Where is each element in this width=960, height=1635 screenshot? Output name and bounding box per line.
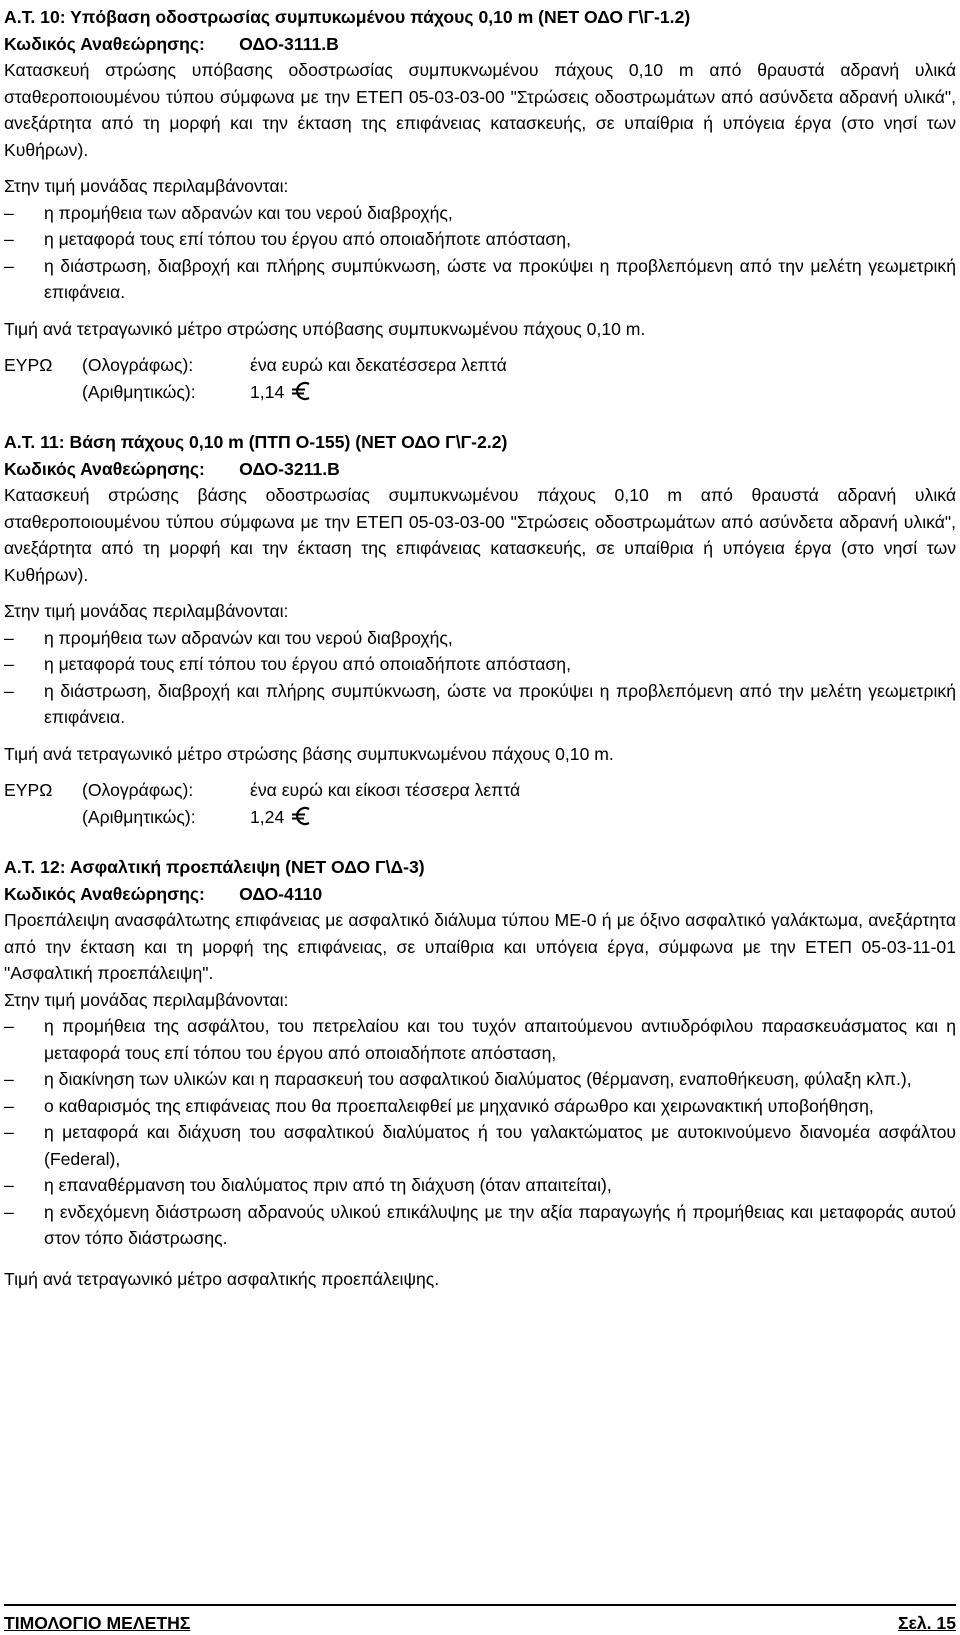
document-page (4, 4, 956, 1292)
revision-code-value: ΟΔΟ-4110 (239, 883, 323, 904)
dash-icon: – (4, 1201, 14, 1222)
revision-code-label: Κωδικός Αναθεώρησης: (4, 458, 205, 479)
includes-label: Στην τιμή μονάδας περιλαμβάνονται: (4, 601, 289, 621)
numeric-label: (Αριθμητικώς): (82, 381, 196, 402)
list-item: – η προμήθεια της ασφάλτου, του πετρελαίου και του τυχόν απαιτούμενου αντιυδρόφιλου παρασκευάσματος και η μεταφορά τους επί τόπου του έργου από οποιαδήποτε απόσταση, (4, 1013, 956, 1066)
section-description: Κατασκευή στρώσης βάσης οδοστρωσίας συμπυκνωμένου πάχους 0,10 m από θραυστά αδρανή υλικά σταθεροποιουμένου τύπου σύμφωνα με την ΕΤΕΠ 05-03-03-00 "Στρώσεις οδοστρωμάτων από ασύνδετα αδρανή υλικά", ανεξάρτητα από τη μορφή και την έκταση της επιφάνειας κατασκευής, σε υπαίθρια ή υπόγεια έργα (στο νησί των Κυθήρων). (4, 485, 956, 585)
words-label: (Ολογράφως): (82, 780, 194, 800)
list-item: – η μεταφορά τους επί τόπου του έργου από οποιαδήποτε απόσταση, (4, 226, 956, 253)
currency-label: ΕΥΡΩ (4, 780, 53, 800)
page-footer (4, 1604, 956, 1634)
words-label: (Ολογράφως): (82, 355, 194, 375)
unit-price-text: Τιμή ανά τετραγωνικό μέτρο ασφαλτικής προεπάλειψης. (4, 1268, 440, 1289)
euro-icon (292, 381, 312, 401)
dash-icon: – (4, 229, 14, 249)
dash-icon: – (4, 202, 14, 223)
includes-label: Στην τιμή μονάδας περιλαμβάνονται: (4, 176, 289, 196)
list-item: – η διάστρωση, διαβροχή και πλήρης συμπύκνωση, ώστε να προκύψει η προβλεπόμενη από την μελέτη γεωμετρική επιφάνεια. (4, 678, 956, 731)
unit-price-text: Τιμή ανά τετραγωνικό μέτρο στρώσης βάσης συμπυκνωμένου πάχους 0,10 m. (4, 743, 614, 764)
revision-code-value: ΟΔΟ-3111.Β (239, 33, 339, 54)
list-item: – η διακίνηση των υλικών και η παρασκευή του ασφαλτικού διαλύματος (θέρμανση, εναποθήκευση, φύλαξη κλπ.), (4, 1066, 956, 1093)
includes-list (4, 1013, 956, 1252)
dash-icon: – (4, 1016, 14, 1036)
revision-code-label: Κωδικός Αναθεώρησης: (4, 33, 205, 54)
price-block (4, 352, 956, 405)
numeric-value: 1,24 (250, 806, 285, 827)
revision-code-label: Κωδικός Αναθεώρησης: (4, 883, 205, 904)
revision-code (4, 31, 956, 58)
dash-icon: – (4, 1069, 14, 1089)
revision-code (4, 456, 956, 483)
revision-code-value: ΟΔΟ-3211.Β (239, 458, 340, 479)
dash-icon: – (4, 680, 14, 701)
dash-icon: – (4, 627, 14, 648)
numeric-label: (Αριθμητικώς): (82, 806, 196, 827)
euro-icon (292, 806, 312, 826)
dash-icon: – (4, 1095, 14, 1116)
footer-document-title: ΤΙΜΟΛΟΓΙΟ ΜΕΛΕΤΗΣ (4, 1613, 191, 1633)
list-item: – η μεταφορά και διάχυση του ασφαλτικού διαλύματος ή του γαλακτώματος με αυτοκινούμενο διανομέα ασφάλτου (Federal), (4, 1119, 956, 1172)
dash-icon: – (4, 1175, 14, 1195)
section-title: Α.Τ. 10: Υπόβαση οδοστρωσίας συμπυκωμένου πάχους 0,10 m (ΝΕΤ ΟΔΟ Γ\Γ-1.2) (4, 7, 691, 27)
dash-icon: – (4, 255, 14, 276)
section-title: Α.Τ. 12: Ασφαλτική προεπάλειψη (ΝΕΤ ΟΔΟ Γ\Δ-3) (4, 857, 425, 877)
dash-icon: – (4, 1122, 14, 1142)
list-item: – η ενδεχόμενη διάστρωση αδρανούς υλικού επικάλυψης με την αξία παραγωγής ή προμήθειας και μεταφοράς αυτού στον τόπο διάστρωσης. (4, 1199, 956, 1252)
currency-label: ΕΥΡΩ (4, 355, 53, 375)
words-value: ένα ευρώ και είκοσι τέσσερα λεπτά (250, 780, 521, 800)
list-item: – η προμήθεια των αδρανών και του νερού διαβροχής, (4, 200, 956, 227)
numeric-value: 1,14 (250, 381, 285, 402)
words-value: ένα ευρώ και δεκατέσσερα λεπτά (250, 355, 507, 375)
price-block (4, 777, 956, 830)
includes-label: Στην τιμή μονάδας περιλαμβάνονται: (4, 989, 289, 1010)
section-title: Α.Τ. 11: Βάση πάχους 0,10 m (ΠΤΠ Ο-155) (ΝΕΤ ΟΔΟ Γ\Γ-2.2) (4, 432, 508, 452)
section-at11 (4, 429, 956, 830)
list-item: – ο καθαρισμός της επιφάνειας που θα προεπαλειφθεί με μηχανικό σάρωθρο και χειρωνακτική υποβοήθηση, (4, 1093, 956, 1120)
revision-code (4, 881, 956, 908)
list-item: – η επαναθέρμανση του διαλύματος πριν από τη διάχυση (όταν απαιτείται), (4, 1172, 956, 1199)
list-item: – η μεταφορά τους επί τόπου του έργου από οποιαδήποτε απόσταση, (4, 651, 956, 678)
dash-icon: – (4, 654, 14, 674)
includes-list (4, 200, 956, 306)
unit-price-text: Τιμή ανά τετραγωνικό μέτρο στρώσης υπόβασης συμπυκνωμένου πάχους 0,10 m. (4, 318, 646, 339)
list-item: – η προμήθεια των αδρανών και του νερού διαβροχής, (4, 625, 956, 652)
section-at12 (4, 854, 956, 1292)
section-at10 (4, 4, 956, 405)
list-item: – η διάστρωση, διαβροχή και πλήρης συμπύκνωση, ώστε να προκύψει η προβλεπόμενη από την μελέτη γεωμετρική επιφάνεια. (4, 253, 956, 306)
includes-list (4, 625, 956, 731)
footer-page-number: Σελ. 15 (897, 1613, 956, 1633)
section-description: Προεπάλειψη ανασφάλτωτης επιφάνειας με ασφαλτικό διάλυμα τύπου ΜΕ-0 ή με όξινο ασφαλτικό γαλάκτωμα, ανεξάρτητα από την έκταση και τη μορφή της επιφάνειας, σε υπαίθρια και υπόγεια έργα, σύμφωνα με την ΕΤΕΠ 05-03-11-01 "Ασφαλτική προεπάλειψη". (4, 910, 956, 983)
section-description: Κατασκευή στρώσης υπόβασης οδοστρωσίας συμπυκνωμένου πάχους 0,10 m από θραυστά αδρανή υλικά σταθεροποιουμένου τύπου σύμφωνα με την ΕΤΕΠ 05-03-03-00 "Στρώσεις οδοστρωμάτων από ασύνδετα αδρανή υλικά", ανεξάρτητα από τη μορφή και την έκταση της επιφάνειας κατασκευής, σε υπαίθρια ή υπόγεια έργα (στο νησί των Κυθήρων). (4, 60, 956, 160)
